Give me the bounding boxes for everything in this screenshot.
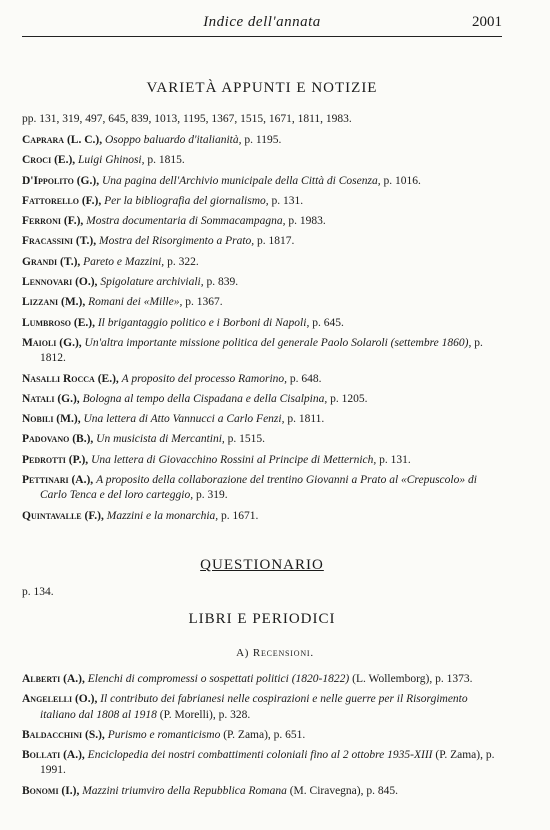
entry-reference: (M. Ciravegna), p. 845.	[289, 784, 398, 797]
entry-title: Una lettera di Giovacchino Rossini al Principe di Metternich,	[91, 453, 377, 466]
entry-title: Purismo e romanticismo	[107, 728, 221, 741]
index-entry	[22, 255, 500, 270]
entry-reference: p. 1195.	[244, 134, 282, 146]
entry-author: D'Ippolito (G.),	[22, 174, 100, 187]
entry-reference: p. 1671.	[221, 509, 259, 522]
entry-reference: p. 1812.	[40, 336, 483, 365]
index-entry	[22, 275, 500, 290]
index-entry	[22, 728, 500, 743]
entry-reference: p. 1983.	[288, 215, 326, 228]
entry-reference: p. 1367.	[185, 296, 223, 309]
index-entry	[22, 234, 500, 249]
entry-title: A proposito della collaborazione del trentino Giovanni a Prato al «Crepuscolo» di Carlo Tenca e del loro carteggio,	[40, 474, 477, 502]
entry-title: Una lettera di Atto Vannucci a Carlo Fenzi,	[83, 413, 285, 426]
entry-reference: p. 1205.	[330, 392, 368, 405]
entry-title: Enciclopedia dei nostri combattimenti coloniali fino al 2 ottobre 1935-XIII	[87, 749, 433, 762]
index-entry	[22, 214, 500, 229]
entry-reference: p. 1016.	[383, 174, 421, 187]
entry-reference: p. 839.	[206, 276, 239, 289]
section-title-questionario: QUESTIONARIO	[200, 557, 324, 573]
index-entry	[22, 392, 500, 407]
entry-title: Luigi Ghinosi,	[78, 154, 145, 167]
entry-author: Bollati (A.),	[22, 749, 85, 762]
entry-author: Bonomi (I.),	[22, 784, 80, 797]
entry-reference: p. 319.	[196, 489, 228, 502]
entry-title: Per la bibliografia del giornalismo,	[104, 194, 269, 207]
libri-entry-list	[22, 672, 500, 804]
entry-title: Mostra del Risorgimento a Prato,	[99, 235, 255, 248]
entry-author: Alberti (A.),	[22, 673, 85, 685]
index-entry	[22, 692, 500, 723]
entry-title: Pareto e Mazzini,	[83, 255, 165, 268]
entry-title: Mazzini e la monarchia,	[106, 509, 219, 522]
running-title: Indice dell'annata	[203, 14, 321, 30]
entry-author: Baldacchini (S.),	[22, 728, 105, 741]
subsection-recensioni: A) Recensioni.	[236, 647, 314, 659]
entry-title: Osoppo baluardo d'italianità,	[104, 134, 242, 146]
varieta-entry-list	[22, 133, 500, 529]
entry-title: Elenchi di compromessi o sospettati politici (1820-1822)	[87, 673, 350, 685]
index-entry	[22, 473, 500, 504]
entry-author: Fracassini (T.),	[22, 235, 97, 248]
index-entry	[22, 748, 500, 779]
entry-reference: p. 1817.	[257, 235, 295, 248]
entry-title: Una pagina dell'Archivio municipale della Città di Cosenza,	[101, 174, 381, 187]
entry-title: A proposito del processo Ramorino,	[121, 372, 288, 385]
entry-author: Maioli (G.),	[22, 336, 82, 349]
index-entry	[22, 412, 500, 427]
entry-author: Natali (G.),	[22, 392, 80, 405]
entry-reference: (L. Wollemborg), p. 1373.	[352, 673, 473, 685]
entry-author: Pedrotti (P.),	[22, 453, 89, 466]
index-entry	[22, 453, 500, 468]
entry-reference: (P. Zama), p. 651.	[223, 728, 306, 741]
entry-reference: (P. Morelli), p. 328.	[159, 708, 251, 721]
entry-reference: p. 1515.	[227, 433, 266, 446]
entry-author: Grandi (T.),	[22, 255, 81, 268]
entry-author: Lizzani (M.),	[22, 296, 86, 309]
entry-author: Padovano (B.),	[22, 433, 94, 446]
entry-reference: p. 1815.	[147, 154, 185, 167]
page-number: 2001	[472, 14, 502, 30]
index-entry	[22, 174, 500, 189]
index-entry	[22, 784, 500, 799]
section-title-varieta: VARIETÀ APPUNTI E NOTIZIE	[146, 80, 378, 96]
section-title-libri: LIBRI E PERIODICI	[188, 611, 336, 627]
entry-reference: p. 1811.	[287, 413, 325, 426]
questionario-pages: p. 134.	[22, 586, 54, 598]
entry-title: Il brigantaggio politico e i Borboni di Napoli,	[97, 316, 310, 329]
entry-reference: p. 648.	[289, 372, 322, 385]
index-entry	[22, 153, 500, 168]
index-entry	[22, 336, 500, 367]
entry-author: Lumbroso (E.),	[22, 316, 95, 329]
entry-author: Fattorello (F.),	[22, 194, 102, 207]
entry-title: Un'altra importante missione politica del generale Paolo Solaroli (settembre 1860),	[84, 336, 472, 349]
entry-author: Ferroni (F.),	[22, 215, 84, 228]
index-entry	[22, 432, 500, 447]
entry-reference: (P. Zama), p. 1991.	[40, 749, 495, 777]
entry-author: Caprara (L. C.),	[22, 134, 103, 146]
index-entry	[22, 194, 500, 209]
entry-author: Pettinari (A.),	[22, 474, 94, 487]
entry-author: Quintavalle (F.),	[22, 509, 104, 522]
index-entry	[22, 672, 500, 687]
entry-title: Romani dei «Mille»,	[88, 296, 183, 309]
index-entry	[22, 316, 500, 331]
entry-title: Il contributo dei fabrianesi nelle cospirazioni e nelle guerre per il Risorgimento italiano dal 1808 al 1918	[40, 693, 468, 721]
varieta-pages: pp. 131, 319, 497, 645, 839, 1013, 1195, 1367, 1515, 1671, 1811, 1983.	[22, 113, 352, 125]
index-entry	[22, 133, 500, 148]
running-header	[22, 10, 502, 37]
entry-title: Un musicista di Mercantini,	[96, 433, 225, 446]
entry-author: Nasalli Rocca (E.),	[22, 372, 119, 385]
entry-author: Lennovari (O.),	[22, 276, 98, 289]
entry-reference: p. 131.	[271, 194, 304, 207]
entry-reference: p. 131.	[379, 453, 411, 466]
entry-author: Nobili (M.),	[22, 413, 81, 426]
entry-title: Bologna al tempo della Cispadana e della Cisalpina,	[82, 392, 328, 405]
entry-title: Mazzini triumviro della Repubblica Romana	[82, 784, 287, 797]
index-entry	[22, 295, 500, 310]
entry-reference: p. 322.	[167, 255, 199, 268]
index-entry	[22, 509, 500, 524]
index-entry	[22, 372, 500, 387]
entry-author: Angelelli (O.),	[22, 693, 98, 706]
entry-author: Croci (E.),	[22, 154, 76, 167]
entry-title: Spigolature archiviali,	[100, 276, 204, 289]
entry-title: Mostra documentaria di Sommacampagna,	[86, 215, 286, 228]
entry-reference: p. 645.	[312, 316, 344, 329]
